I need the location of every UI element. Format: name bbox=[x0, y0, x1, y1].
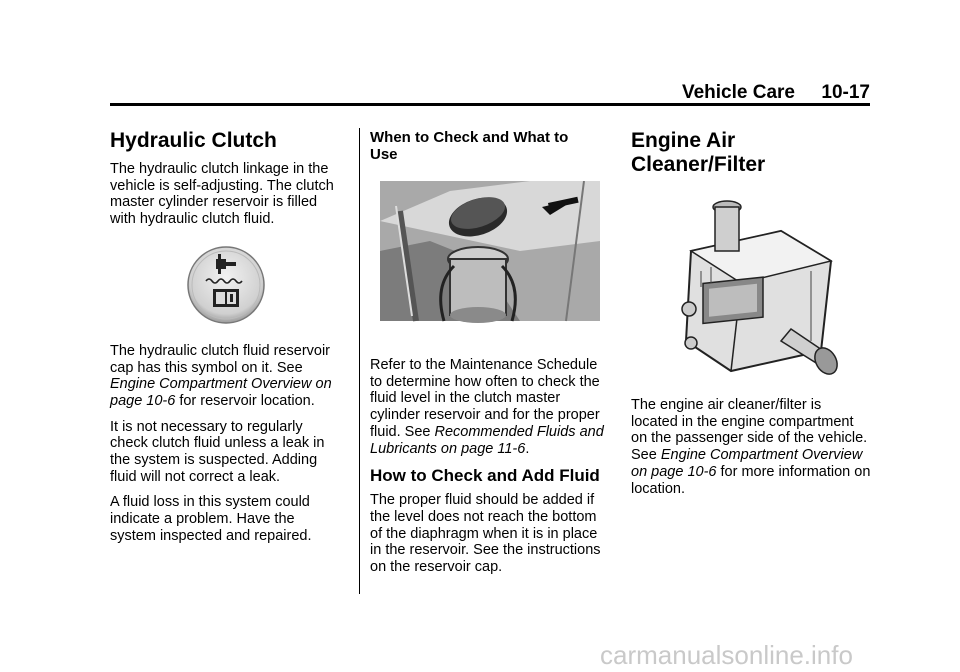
link-engine-compartment-overview[interactable]: Engine Compartment Overview on page 10-6 bbox=[110, 376, 332, 409]
air-cleaner-image bbox=[631, 191, 863, 381]
column-hydraulic-clutch bbox=[110, 125, 342, 554]
header-rule bbox=[110, 103, 870, 106]
text-run: Refer to the Maintenance Schedule to determine how often to check the fluid level in the clutch master cylinder reservoir and for the proper fluid. See bbox=[370, 357, 600, 440]
text-run: The hydraulic clutch fluid reservoir cap has this symbol on it. See bbox=[110, 342, 331, 376]
text-run: . bbox=[525, 440, 530, 457]
paragraph-air-cleaner-location bbox=[631, 397, 871, 497]
link-recommended-fluids[interactable]: Recommended Fluids and Lubricants on page 11-6 bbox=[370, 423, 604, 457]
header-section: Vehicle Care bbox=[681, 82, 795, 103]
text-run: The engine air cleaner/filter is located in the engine compartment on the passenger side of the vehicle. See bbox=[631, 397, 868, 464]
paragraph-fluid-loss: A fluid loss in this system could indicate a problem. Have the system inspected and repaired. bbox=[110, 494, 312, 544]
heading-how-to-check: How to Check and Add Fluid bbox=[370, 466, 600, 486]
link-engine-compartment-overview-2[interactable]: Engine Compartment Overview on page 10-6 bbox=[631, 447, 863, 480]
page-header bbox=[110, 82, 870, 104]
paragraph-add-fluid: The proper fluid should be added if the level does not reach the bottom of the diaphragm when it is in place in the reservoir. See the instructions on the reservoir cap. bbox=[370, 492, 601, 576]
heading-hydraulic-clutch: Hydraulic Clutch bbox=[110, 129, 277, 152]
paragraph-clutch-intro: The hydraulic clutch linkage in the vehicle is self-adjusting. The clutch master cylinder reservoir is filled with hydraulic clutch fluid. bbox=[110, 161, 334, 228]
header-page-number: 10-17 bbox=[821, 82, 870, 103]
heading-engine-air-cleaner: Engine Air Cleaner/Filter bbox=[631, 129, 766, 176]
reservoir-photo-image bbox=[370, 181, 602, 323]
column-divider bbox=[359, 128, 360, 594]
clutch-fluid-symbol-icon bbox=[110, 237, 342, 333]
text-run: for more information on location. bbox=[631, 463, 871, 497]
watermark: carmanualsonline.info bbox=[600, 640, 853, 670]
column-air-cleaner bbox=[631, 125, 871, 506]
paragraph-maintenance-schedule bbox=[370, 357, 610, 457]
paragraph-reservoir-cap bbox=[110, 343, 342, 410]
header-title bbox=[682, 82, 870, 104]
heading-when-to-check: When to Check and What to Use bbox=[370, 129, 569, 163]
column-clutch-fluid bbox=[370, 125, 610, 585]
paragraph-check-fluid: It is not necessary to regularly check clutch fluid unless a leak in the system is suspected. Adding fluid will not correct a leak. bbox=[110, 418, 325, 485]
text-run: for reservoir location. bbox=[175, 392, 315, 409]
